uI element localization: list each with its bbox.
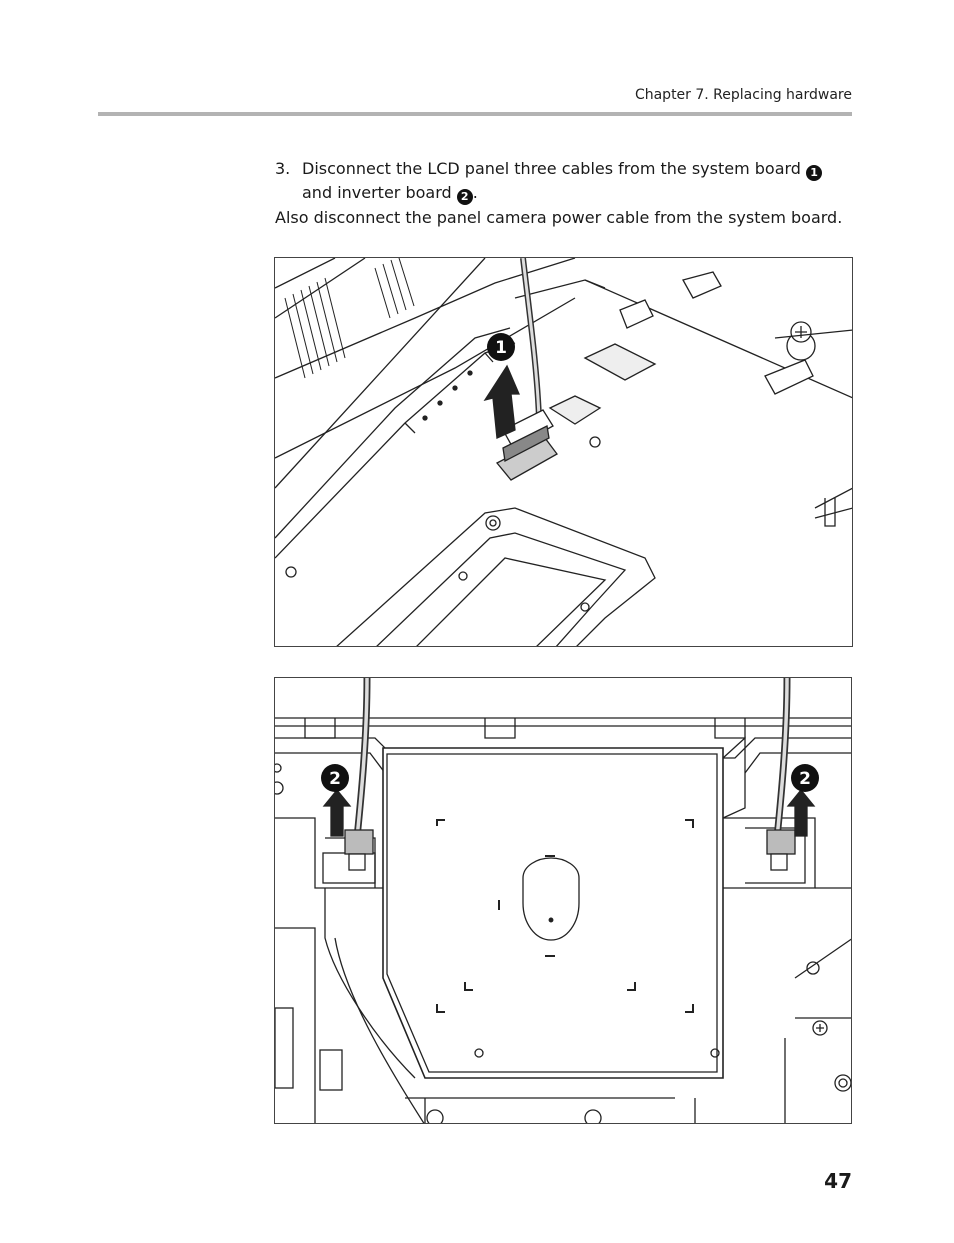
figure-inverter-board-cables [274,677,852,1124]
step-number: 3. [275,159,291,178]
callout-marker-2-right-label: 2 [799,769,811,789]
callout-badge-1: 1 [806,165,822,181]
step-text-part1: Disconnect the LCD panel three cables from the system board [302,159,801,178]
page-number: 47 [824,1169,852,1193]
callout-badge-2: 2 [457,189,473,205]
callout-marker-2-left-label: 2 [329,769,341,789]
figure-system-board-cable [274,257,853,647]
system-board-illustration [275,258,853,647]
chapter-header: Chapter 7. Replacing hardware [634,87,852,103]
step-text [302,157,855,205]
inverter-board-illustration [275,678,852,1124]
step-3 [275,157,855,205]
header-rule [98,112,852,116]
step-text-part2: and inverter board [302,183,452,202]
callout-marker-1-label: 1 [495,338,507,358]
step-text-part3: . [472,183,478,202]
note-text: Also disconnect the panel camera power cable from the system board. [275,208,843,227]
